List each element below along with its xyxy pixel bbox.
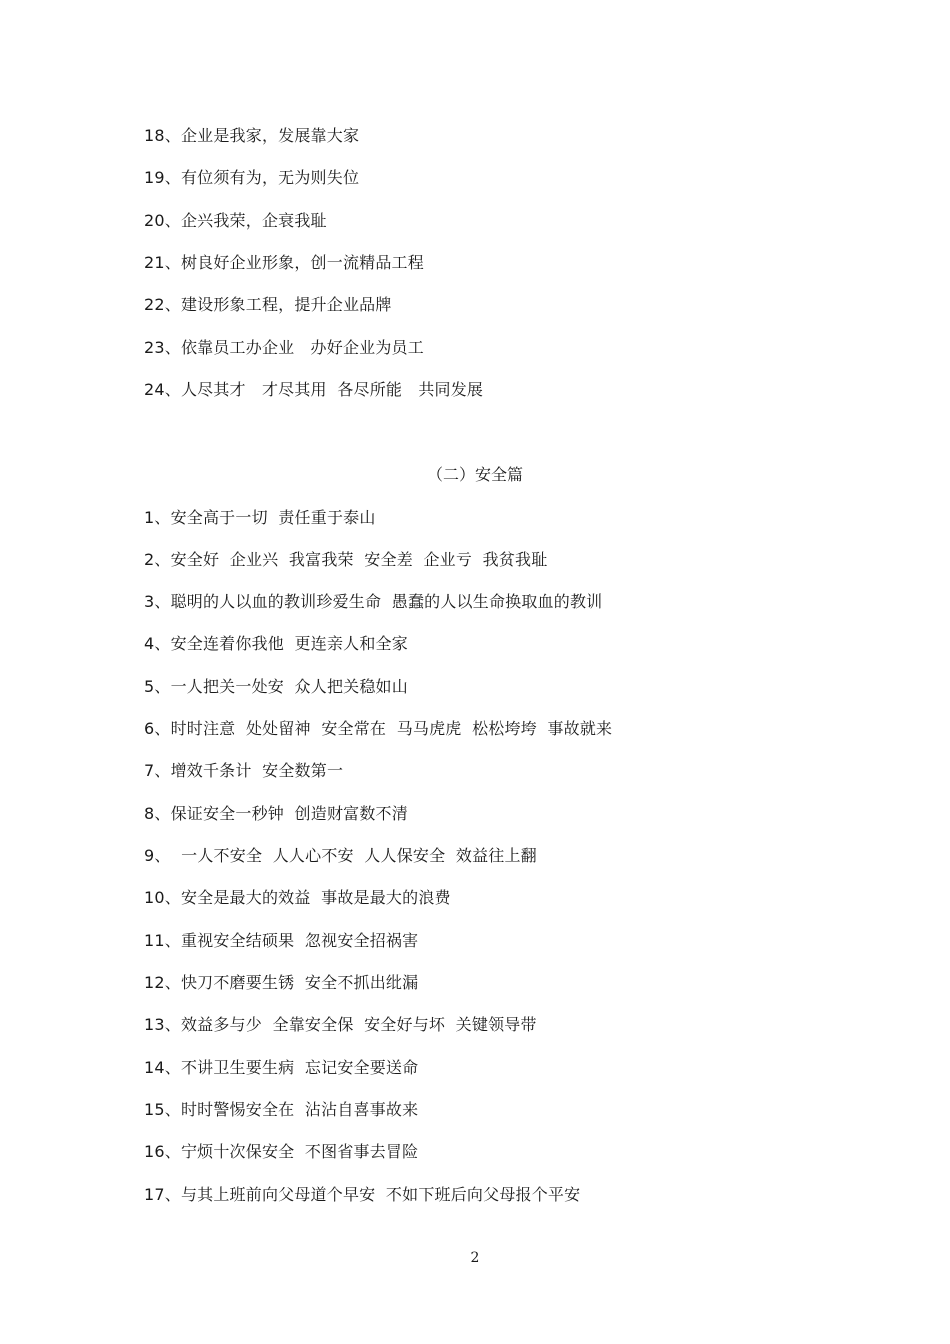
slogan-item: 16、宁烦十次保安全 不图省事去冒险 xyxy=(144,1142,419,1161)
slogan-item: 3、聪明的人以血的教训珍爱生命 愚蠢的人以生命换取血的教训 xyxy=(144,592,603,611)
slogan-item: 19、有位须有为，无为则失位 xyxy=(144,168,360,187)
slogan-item: 24、人尽其才 才尽其用 各尽所能 共同发展 xyxy=(144,380,484,399)
page-number: 2 xyxy=(470,1250,480,1266)
slogan-item: 2、安全好 企业兴 我富我荣 安全差 企业亏 我贫我耻 xyxy=(144,550,548,569)
slogan-item: 10、安全是最大的效益 事故是最大的浪费 xyxy=(144,888,451,907)
slogan-item: 15、时时警惕安全在 沾沾自喜事故来 xyxy=(144,1100,419,1119)
slogan-item: 4、安全连着你我他 更连亲人和全家 xyxy=(144,634,408,653)
slogan-item: 5、一人把关一处安 众人把关稳如山 xyxy=(144,677,408,696)
slogan-item: 14、不讲卫生要生病 忘记安全要送命 xyxy=(144,1058,419,1077)
slogan-item: 12、快刀不磨要生锈 安全不抓出纰漏 xyxy=(144,973,419,992)
slogan-item: 17、与其上班前向父母道个早安 不如下班后向父母报个平安 xyxy=(144,1185,581,1204)
slogan-item: 13、效益多与少 全靠安全保 安全好与坏 关键领导带 xyxy=(144,1015,537,1034)
slogan-item: 18、企业是我家，发展靠大家 xyxy=(144,126,360,145)
slogan-item: 23、依靠员工办企业 办好企业为员工 xyxy=(144,338,424,357)
slogan-item: 20、企兴我荣，企衰我耻 xyxy=(144,211,327,230)
slogan-item: 1、安全高于一切 责任重于泰山 xyxy=(144,508,376,527)
slogan-item: 22、建设形象工程，提升企业品牌 xyxy=(144,295,392,314)
slogan-item: 21、树良好企业形象，创一流精品工程 xyxy=(144,253,424,272)
section-heading-text: （二）安全篇 xyxy=(426,465,523,484)
slogan-item: 8、保证安全一秒钟 创造财富数不清 xyxy=(144,804,408,823)
slogan-item: 9、 一人不安全 人人心不安 人人保安全 效益往上翻 xyxy=(144,846,537,865)
section-heading xyxy=(0,465,950,485)
slogan-item: 7、增效千条计 安全数第一 xyxy=(144,761,344,780)
slogan-item: 11、重视安全结硕果 忽视安全招祸害 xyxy=(144,931,419,950)
slogan-item: 6、时时注意 处处留神 安全常在 马马虎虎 松松垮垮 事故就来 xyxy=(144,719,613,738)
